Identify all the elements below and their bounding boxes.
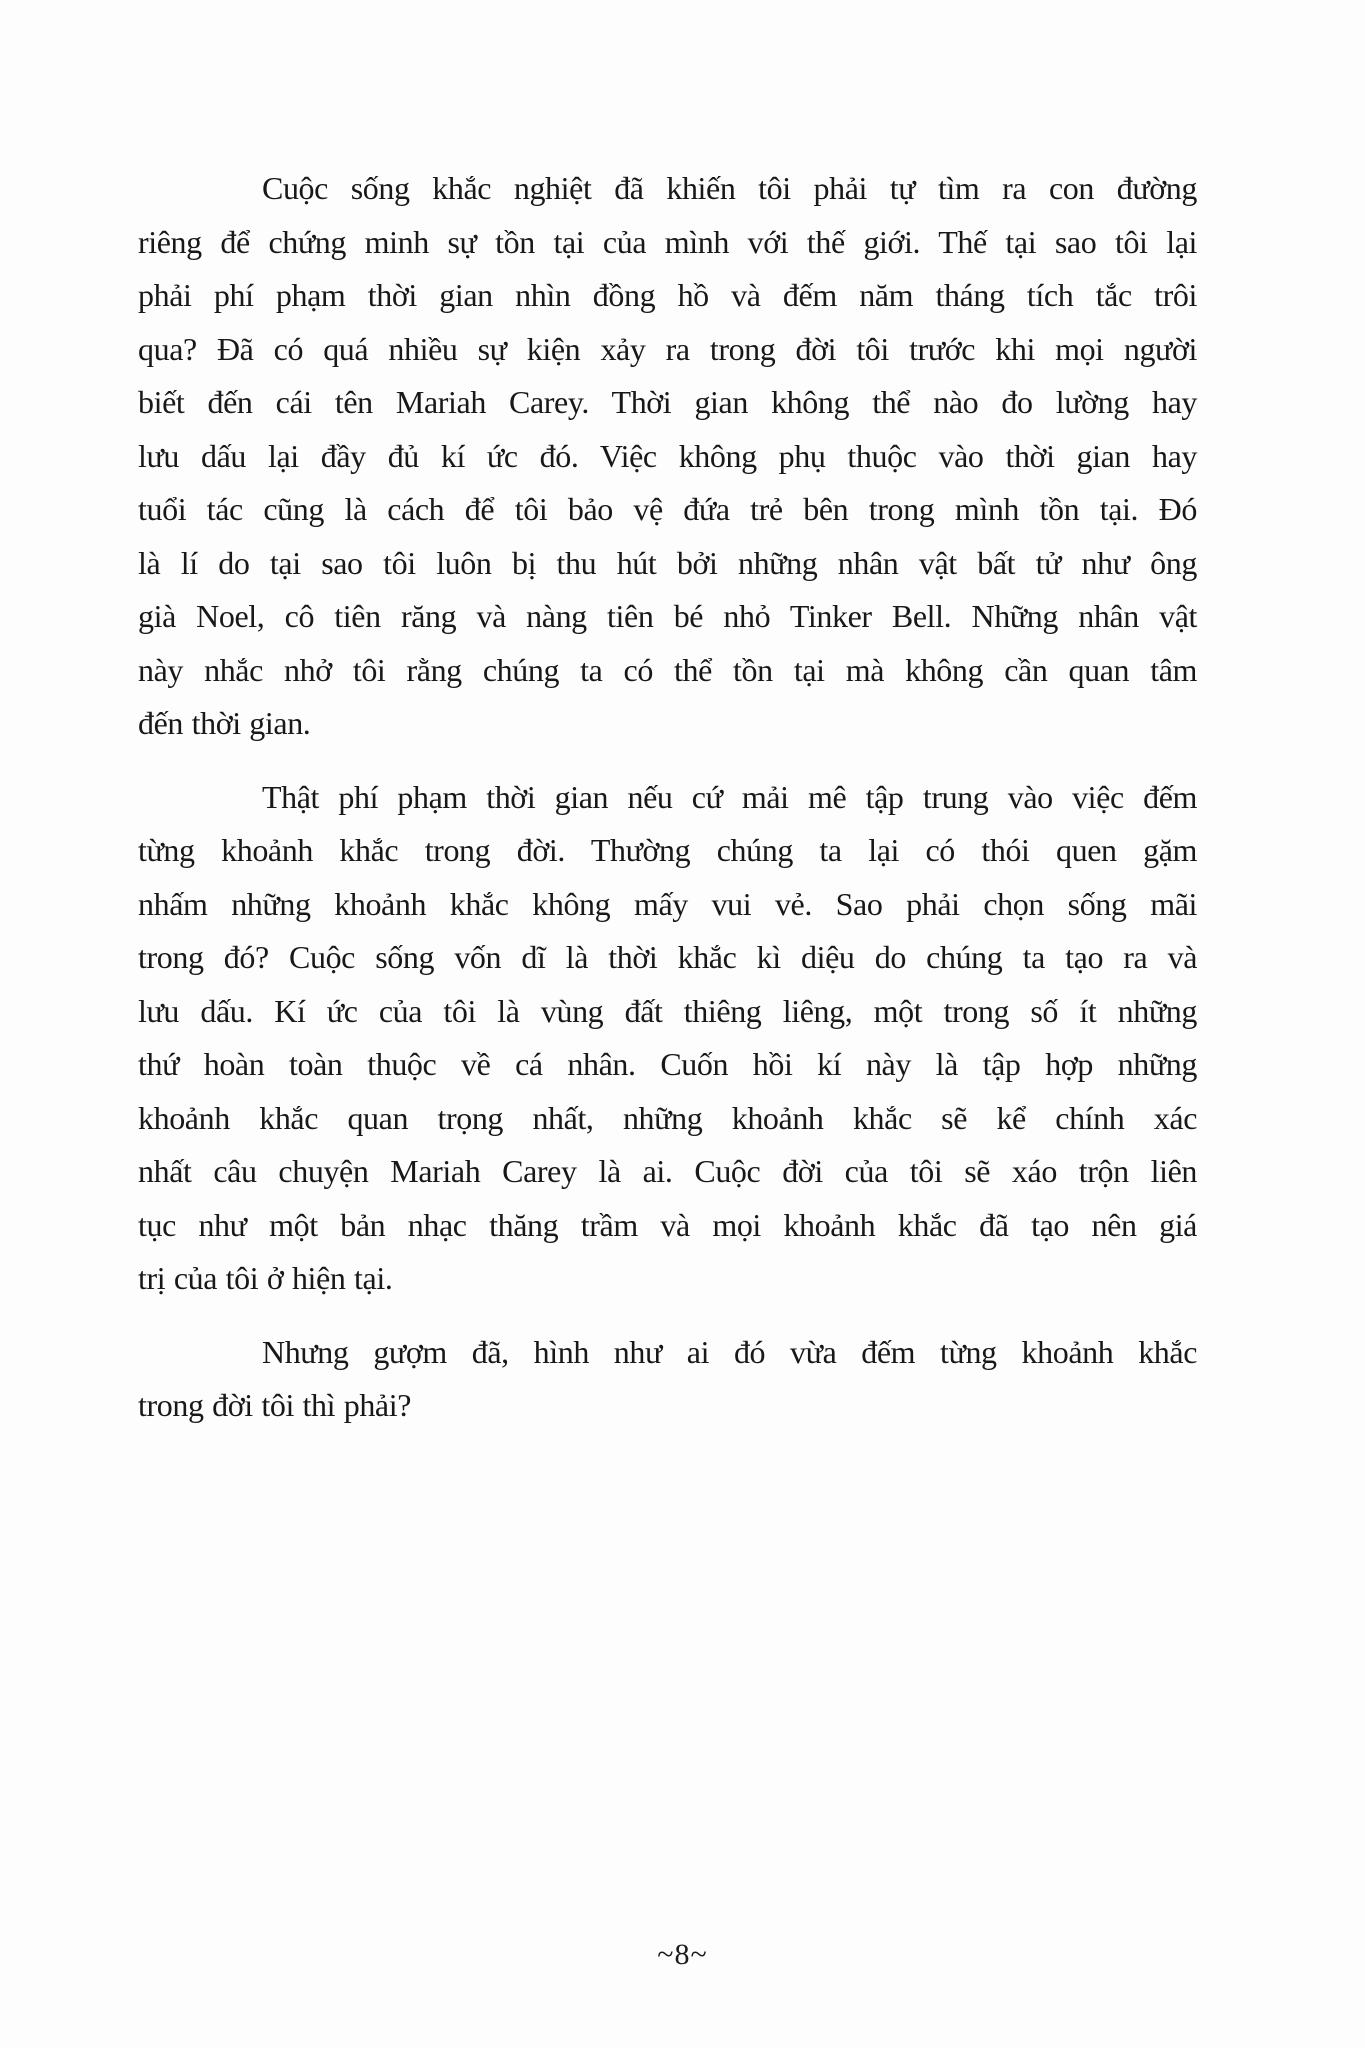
text-line: tục như một bản nhạc thăng trầm và mọi khoảnh khắc đã tạo nên giá <box>138 1206 1197 1243</box>
text-line: tuổi tác cũng là cách để tôi bảo vệ đứa trẻ bên trong mình tồn tại. Đó <box>138 491 1197 527</box>
text-line: trong đời tôi thì phải? <box>138 1387 412 1423</box>
text-line: là lí do tại sao tôi luôn bị thu hút bởi những nhân vật bất tử như ông <box>138 544 1197 581</box>
text-line: từng khoảnh khắc trong đời. Thường chúng ta lại có thói quen gặm <box>138 832 1197 868</box>
text-line: qua? Đã có quá nhiều sự kiện xảy ra trong đời tôi trước khi mọi người <box>138 330 1197 367</box>
text-line: biết đến cái tên Mariah Carey. Thời gian không thể nào đo lường hay <box>138 384 1197 420</box>
text-line: già Noel, cô tiên răng và nàng tiên bé nhỏ Tinker Bell. Những nhân vật <box>138 598 1197 634</box>
text-line: nhấm những khoảnh khắc không mấy vui vẻ. Sao phải chọn sống mãi <box>138 885 1197 922</box>
text-line: Nhưng gượm đã, hình như ai đó vừa đếm từng khoảnh khắc <box>262 1333 1197 1370</box>
paragraph <box>138 162 1197 751</box>
text-line: này nhắc nhở tôi rằng chúng ta có thể tồn tại mà không cần quan tâm <box>138 651 1197 688</box>
page-number: ~8~ <box>657 1938 708 1971</box>
text-line: khoảnh khắc quan trọng nhất, những khoảnh khắc sẽ kể chính xác <box>138 1099 1197 1136</box>
text-line: Cuộc sống khắc nghiệt đã khiến tôi phải tự tìm ra con đường <box>262 170 1197 206</box>
text-line: nhất câu chuyện Mariah Carey là ai. Cuộc đời của tôi sẽ xáo trộn liên <box>138 1153 1197 1189</box>
text-line: lưu dấu lại đầy đủ kí ức đó. Việc không phụ thuộc vào thời gian hay <box>138 437 1197 474</box>
paragraph <box>138 1326 1197 1433</box>
text-line: Thật phí phạm thời gian nếu cứ mải mê tập trung vào việc đếm <box>262 778 1197 815</box>
text-line: phải phí phạm thời gian nhìn đồng hồ và đếm năm tháng tích tắc trôi <box>138 277 1197 313</box>
text-line: đến thời gian. <box>138 705 311 741</box>
text-line: riêng để chứng minh sự tồn tại của mình với thế giới. Thế tại sao tôi lại <box>138 223 1197 260</box>
text-line: lưu dấu. Kí ức của tôi là vùng đất thiêng liêng, một trong số ít những <box>138 992 1197 1029</box>
text-line: thứ hoàn toàn thuộc về cá nhân. Cuốn hồi kí này là tập hợp những <box>138 1046 1197 1082</box>
text-line: trị của tôi ở hiện tại. <box>138 1260 393 1296</box>
body-text <box>138 162 1197 1433</box>
paragraph <box>138 771 1197 1306</box>
text-line: trong đó? Cuộc sống vốn dĩ là thời khắc kì diệu do chúng ta tạo ra và <box>138 939 1197 975</box>
